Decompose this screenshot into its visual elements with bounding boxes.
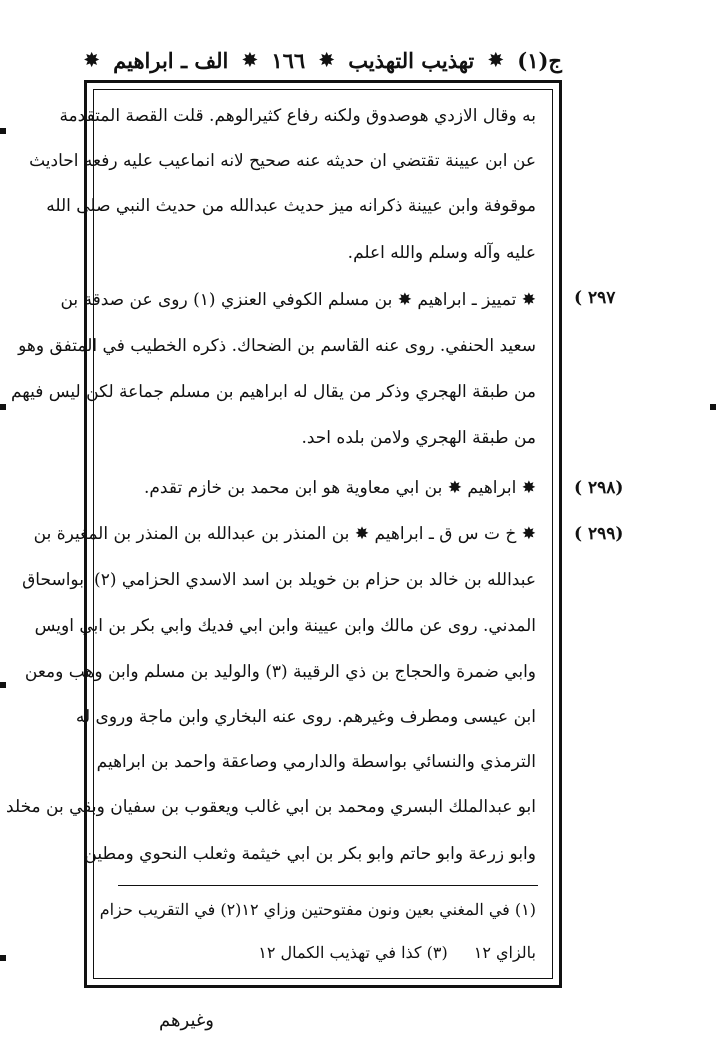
- body-line: عبدالله بن خالد بن حزام بن خويلد بن اسد الاسدي الحزامي (٢) ابواسحاق: [22, 570, 536, 590]
- footnote-row: [99, 893, 536, 927]
- footnote-1: (١) في المغني بعين ونون مفتوحتين وزاي ١٢: [241, 900, 536, 919]
- ornament-icon: ✸: [84, 49, 100, 71]
- ornament-icon: ✸: [319, 49, 335, 71]
- page-number: ١٦٦: [271, 47, 306, 73]
- footnote-row: [110, 936, 536, 970]
- entry-number-299: ( ٢٩٩): [574, 524, 624, 544]
- scan-edge-mark: [0, 682, 6, 688]
- footnote-2: (٢) في التقريب حزام: [99, 900, 242, 919]
- body-line: من طبقة الهجري ولامن بلده احد.: [301, 428, 536, 448]
- entry-number-297: ( ٢٩٧: [574, 288, 616, 308]
- catchword: وغيرهم: [159, 1010, 214, 1031]
- body-line: المدني. روى عن مالك وابن عيينة وابن ابي فديك وابي بكر بن ابي اويس: [34, 616, 536, 636]
- entry-299-heading: ✸ خ ت س ق ـ ابراهيم ✸ بن المنذر بن عبدالله بن المنذر بن المغيرة بن: [33, 524, 536, 544]
- body-line: به وقال الازدي هوصدوق ولكنه رفاع كثيرالوهم. قلت القصة المتقدمة: [59, 106, 536, 126]
- body-line: عن ابن عيينة تقتضي ان حديثه عنه صحيح لانه انماعيب عليه رفعه احاديث: [29, 151, 536, 171]
- scan-edge-mark: [0, 404, 6, 410]
- ornament-icon: ✸: [242, 49, 258, 71]
- body-line: عليه وآله وسلم والله اعلم.: [347, 243, 536, 263]
- body-line: موقوفة وابن عيينة ذكرانه ميز حديث عبدالله من حديث النبي صلى الله: [46, 196, 536, 216]
- book-title: تهذيب التهذيب: [348, 47, 475, 73]
- entry-297-heading: ✸ تمييز ـ ابراهيم ✸ بن مسلم الكوفي العنزي (١) روى عن صدقة بن: [60, 290, 536, 310]
- footnote-2-continued: بالزاي ١٢: [473, 943, 536, 962]
- scan-edge-mark: [0, 128, 6, 134]
- body-line: ابو عبدالملك البسري ومحمد بن ابي غالب ويعقوب بن سفيان وبقي بن مخلد: [6, 797, 536, 817]
- ornament-icon: ✸: [488, 49, 504, 71]
- body-line: من طبقة الهجري وذكر من يقال له ابراهيم بن مسلم جماعة لكن ليس فيهم: [10, 382, 536, 402]
- entry-number-298: ( ٢٩٨): [574, 478, 624, 498]
- entry-298-heading: ✸ ابراهيم ✸ بن ابي معاوية هو ابن محمد بن خازم تقدم.: [144, 478, 536, 498]
- body-line: ابن عيسى ومطرف وغيرهم. روى عنه البخاري وابن ماجة وروى له: [75, 707, 536, 727]
- footnote-divider: [118, 885, 538, 886]
- scan-edge-mark: [710, 404, 716, 410]
- body-line: وابو زرعة وابو حاتم وابو بكر بن ابي خيثمة وثعلب النحوي ومطين: [84, 844, 536, 864]
- volume-label: ج(١): [517, 47, 562, 73]
- running-header: [84, 40, 562, 80]
- footnote-3: (٣) كذا في تهذيب الكمال ١٢: [258, 943, 448, 962]
- body-line: سعيد الحنفي. روى عنه القاسم بن الضحاك. ذكره الخطيب في المتفق وهو: [18, 336, 536, 356]
- scan-edge-mark: [0, 955, 6, 961]
- body-line: وابي ضمرة والحجاج بن ذي الرقيبة (٣) والوليد بن مسلم وابن وهب ومعن: [24, 662, 536, 682]
- body-line: الترمذي والنسائي بواسطة والدارمي وصاعقة واحمد بن ابراهيم: [96, 752, 536, 772]
- section-title: الف ـ ابراهيم: [113, 47, 229, 73]
